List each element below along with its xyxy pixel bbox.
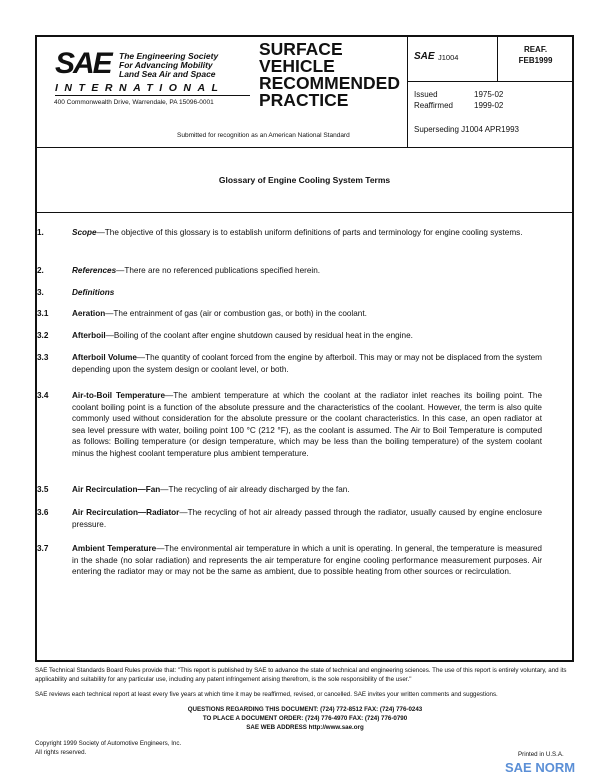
item-definition: —The ambient temperature at which the coolant at the radiator inlet reaches its boiling point. The coolant boiling point is a function of the absolute pressure and the characteristics of the coolant. However, the term is also quite commonly used without consideration for the absolute pressure or the coolant characteristics. In this case, an open radiator at sea level pressure with water, boiling point 100 °C (212 °F), as the coolant is assumed. The Air to Boil Temperature is computed as follows: Boiling temperature (or design temperature, which may be less than the boiling temperature) of the system coolant minus the highest coolant temperature plus ambient temperature. [72, 391, 543, 458]
rights: All rights reserved. [35, 749, 87, 756]
sae-logo-mark: SAE [55, 47, 111, 80]
document-frame [35, 35, 574, 662]
item-definition: —The recycling of hot air already passed through the radiator, usually caused by engine enclosure pressure. [72, 508, 542, 529]
sae-norm-watermark: SAE NORM [505, 760, 576, 775]
item-number: 1. [37, 228, 44, 237]
item-definition: —The entrainment of gas (air or combustion gas, or both) in the coolant. [105, 309, 367, 318]
copyright-block [35, 739, 285, 757]
tagline [119, 52, 218, 79]
item-definition: —Boiling of the coolant after engine shutdown caused by residual heat in the engine. [105, 331, 413, 340]
item-term: Air-to-Boil Temperature [72, 391, 166, 400]
doc-type-line: SURFACE [259, 39, 343, 59]
submitted-note: Submitted for recognition as an American National Standard [177, 132, 350, 139]
item-text [72, 507, 542, 530]
item-term: Afterboil Volume [72, 353, 137, 362]
dates-cell [407, 81, 573, 147]
item-term: References [72, 266, 117, 275]
item-number: 3.5 [37, 485, 49, 494]
order-line: TO PLACE A DOCUMENT ORDER: (724) 776-4970 FAX: (724) 776-0790 [202, 715, 408, 722]
copyright: Copyright 1999 Society of Automotive Engineers, Inc. [35, 740, 182, 747]
item-term: Aeration [72, 309, 106, 318]
item-text [72, 330, 542, 342]
issued-label: Issued [414, 90, 438, 99]
item-number: 3.1 [37, 309, 49, 318]
item-text [72, 484, 542, 496]
item-term: Afterboil [72, 331, 106, 340]
item-number: 3.2 [37, 331, 49, 340]
sae-small-logo: SAE [414, 51, 435, 62]
tagline-line: For Advancing Mobility [119, 60, 213, 70]
item-number: 3. [37, 288, 44, 297]
doc-type-line: VEHICLE [259, 56, 335, 76]
item-number: 3.7 [37, 544, 49, 553]
policy-note: SAE Technical Standards Board Rules provide that: "This report is published by SAE to advance the state of technical and engineering sciences. The use of this report is entirely voluntary, and its applicability and suitability for any particular use, including any patent infringement arising therefrom, is the sole responsibility of the user." [35, 667, 567, 683]
reaffirmed-date: 1999-02 [474, 101, 504, 110]
item-number: 2. [37, 266, 44, 275]
issued-date: 1975-02 [474, 90, 504, 99]
item-term: Scope [72, 228, 97, 237]
item-text [72, 543, 542, 578]
item-text [72, 227, 542, 239]
item-text [72, 352, 542, 375]
reaf-label: REAF. [523, 45, 548, 54]
item-text [72, 265, 542, 277]
review-note: SAE reviews each technical report at least every five years at which time it may be reaffirmed, revised, or cancelled. SAE invites your written comments and suggestions. [35, 691, 498, 698]
item-number: 3.6 [37, 508, 49, 517]
tagline-line: The Engineering Society [119, 51, 219, 61]
international-label: INTERNATIONAL [55, 82, 250, 96]
item-definition: —There are no referenced publications specified herein. [116, 266, 321, 275]
doc-number-cell [407, 37, 498, 82]
item-text [72, 308, 542, 320]
address: 400 Commonwealth Drive, Warrendale, PA 15096-0001 [54, 99, 214, 106]
tagline-line: Land Sea Air and Space [119, 69, 216, 79]
printed-in: Printed in U.S.A. [518, 751, 564, 758]
doc-type-line: PRACTICE [259, 90, 349, 110]
document-header [37, 37, 572, 148]
reaf-cell [497, 37, 573, 82]
item-number: 3.4 [37, 391, 49, 400]
item-term: Air Recirculation—Fan [72, 485, 161, 494]
questions-line: QUESTIONS REGARDING THIS DOCUMENT: (724) 772-8512 FAX: (724) 776-0243 [187, 706, 423, 713]
item-text [72, 390, 542, 459]
reaffirmed-label: Reaffirmed [414, 101, 453, 110]
item-definition: —The objective of this glossary is to establish uniform definitions of parts and terminology for engine cooling systems. [96, 228, 523, 237]
doc-number: J1004 [438, 53, 459, 62]
superseding: Superseding J1004 APR1993 [414, 125, 519, 134]
contact-block [35, 705, 575, 732]
reaf-date: FEB1999 [518, 56, 553, 65]
document-title: Glossary of Engine Cooling System Terms [37, 147, 572, 213]
item-term: Air Recirculation—Radiator [72, 508, 180, 517]
item-number: 3.3 [37, 353, 49, 362]
item-definition: —The environmental air temperature in which a unit is operating. In general, the temperature is measured in the shade (no solar radiation) and represents the air temperature for engine cooling performance measurement purposes. Air entering the radiator may or may not be the same as ambient, due to possible heating from other sources or recirculation. [72, 544, 542, 576]
item-term: Ambient Temperature [72, 544, 157, 553]
item-definition: —The recycling of air already discharged by the fan. [160, 485, 350, 494]
web-address[interactable]: SAE WEB ADDRESS http://www.sae.org [246, 724, 364, 731]
item-text [72, 287, 542, 299]
doc-type-line: RECOMMENDED [259, 73, 400, 93]
document-type [259, 41, 400, 109]
item-definition: —The quantity of coolant forced from the engine by afterboil. This may or may not be displaced from the system depending upon the system design or coolant level, or both. [72, 353, 543, 374]
item-term: Definitions [72, 288, 115, 297]
